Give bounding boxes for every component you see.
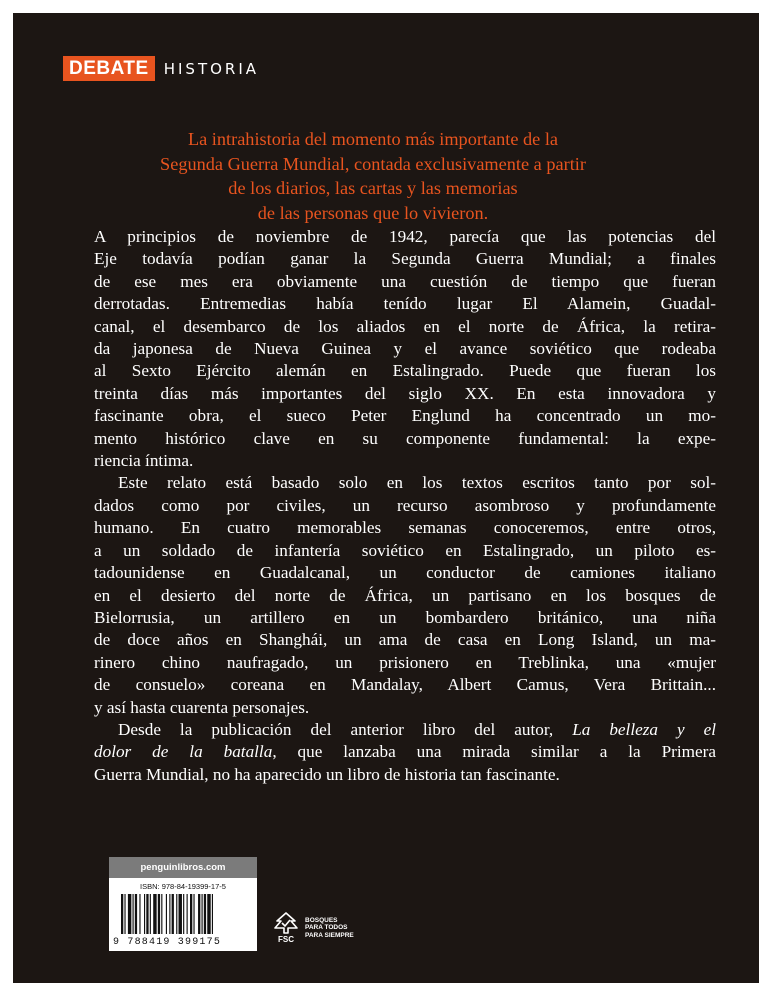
- text-line: de consuelo» coreana en Mandalay, Albert Camus, Vera Brittain...: [94, 675, 716, 695]
- text-line: y así hasta cuarenta personajes.: [94, 697, 310, 717]
- barcode-stripe: [176, 894, 177, 934]
- barcode-stripe: [187, 894, 188, 934]
- fsc-slogan-line: PARA SIEMPRE: [305, 931, 354, 939]
- fsc-slogan-line: BOSQUES: [305, 917, 338, 925]
- text-run: Desde la publicación del anterior libro del autor,: [118, 719, 573, 739]
- text-line: riencia íntima.: [94, 451, 194, 471]
- tagline-line: Segunda Guerra Mundial, contada exclusivamente a partir: [160, 153, 586, 174]
- text-line: [94, 719, 716, 741]
- barcode-stripe: [166, 894, 167, 934]
- paragraph-3: [94, 719, 716, 786]
- tagline-line: de los diarios, las cartas y las memorias: [228, 178, 518, 198]
- barcode-box: [109, 878, 257, 951]
- text-line: en el desierto del norte de África, un partisano en los bosques de: [94, 585, 716, 605]
- text-line: Guerra Mundial, no ha aparecido un libro de historia tan fascinante.: [94, 764, 560, 784]
- text-line: dados como por civiles, un recurso asombroso y profundamente: [94, 495, 716, 515]
- barcode-stripe: [212, 894, 213, 934]
- synopsis: [94, 226, 716, 786]
- tree-check-icon: [273, 912, 299, 934]
- isbn-label: ISBN: 978-84-19399-17-5: [140, 882, 226, 891]
- text-line: [94, 741, 716, 763]
- text-line: Este relato está basado solo en los textos escritos tanto por sol-: [118, 473, 716, 493]
- fsc-label: FSC: [278, 935, 294, 944]
- text-line: de ese mes era obviamente una cuestión de tiempo que fueran: [94, 271, 716, 291]
- text-run: , que lanzaba una mirada similar a la Primera: [272, 742, 716, 762]
- text-line: a un soldado de infantería soviético en Estalingrado, un piloto es-: [94, 540, 716, 560]
- tagline: [95, 127, 651, 225]
- barcode-stripe: [124, 894, 125, 934]
- publisher-name: DEBATE: [63, 56, 155, 81]
- barcode-panel: [109, 857, 257, 951]
- paragraph-1: [94, 226, 716, 472]
- barcode-stripe: [183, 894, 184, 934]
- fsc-mark: [271, 912, 354, 944]
- barcode-stripe: [169, 894, 170, 934]
- text-line: tadounidense en Guadalcanal, un conductor de camiones italiano: [94, 563, 716, 583]
- book-title-italic: dolor de la batalla: [94, 742, 273, 762]
- barcode-icon: [121, 894, 249, 934]
- fsc-logo: [271, 912, 301, 944]
- barcode-stripe: [161, 894, 162, 934]
- text-line: da japonesa de Nueva Guinea y el avance soviético que rodeaba: [94, 339, 716, 359]
- series-name: HISTORIA: [163, 59, 260, 78]
- text-line: humano. En cuatro memorables semanas conoceremos, entre otros,: [94, 518, 716, 538]
- barcode-number: 9 788419 399175: [113, 937, 222, 948]
- barcode-stripe: [202, 894, 203, 934]
- fsc-slogan-line: PARA TODOS: [305, 924, 348, 932]
- text-line: Eje todavía podían ganar la Segunda Guerra Mundial; a finales: [94, 249, 716, 269]
- text-line: canal, el desembarco de los aliados en el norte de África, la retira-: [94, 316, 716, 336]
- paragraph-2: [94, 472, 716, 718]
- barcode-stripe: [198, 894, 200, 934]
- barcode-stripe: [190, 894, 192, 934]
- barcode-stripe: [153, 894, 156, 934]
- barcode-stripe: [133, 894, 134, 934]
- text-line: A principios de noviembre de 1942, parecía que las potencias del: [94, 227, 716, 246]
- barcode-stripe: [128, 894, 131, 934]
- fsc-slogan: [305, 917, 354, 939]
- text-line: treinta días más importantes del siglo XX. En esta innovadora y: [94, 383, 716, 403]
- barcode-stripe: [144, 894, 145, 934]
- barcode-stripe: [204, 894, 206, 934]
- text-line: al Sexto Ejército alemán en Estalingrado. Puede que fueran los: [94, 361, 716, 381]
- barcode-stripe: [150, 894, 151, 934]
- tagline-line: de las personas que lo vivieron.: [257, 202, 489, 223]
- barcode-stripe: [179, 894, 182, 934]
- barcode-stripe: [158, 894, 160, 934]
- barcode-stripe: [121, 894, 123, 934]
- barcode-stripe: [172, 894, 174, 934]
- text-line: rinero chino naufragado, un prisionero en Treblinka, una «mujer: [94, 652, 716, 672]
- text-line: mento histórico clave en su componente fundamental: la expe-: [94, 428, 716, 448]
- book-title-italic: La belleza y el: [572, 719, 717, 739]
- barcode-stripe: [139, 894, 140, 934]
- text-line: de doce años en Shanghái, un ama de casa en Long Island, un ma-: [94, 630, 716, 650]
- website-url: penguinlibros.com: [109, 857, 257, 878]
- text-line: derrotadas. Entremedias había tenído lugar El Alamein, Guadal-: [94, 294, 716, 314]
- text-line: Bielorrusia, un artillero en un bombardero británico, una niña: [94, 607, 716, 627]
- text-line: fascinante obra, el sueco Peter Englund ha concentrado un mo-: [94, 406, 716, 426]
- barcode-stripe: [193, 894, 194, 934]
- tagline-line: La intrahistoria del momento más importante de la: [187, 129, 559, 149]
- publisher-logo: [63, 56, 259, 81]
- barcode-stripe: [146, 894, 148, 934]
- barcode-stripe: [135, 894, 137, 934]
- barcode-stripe: [207, 894, 210, 934]
